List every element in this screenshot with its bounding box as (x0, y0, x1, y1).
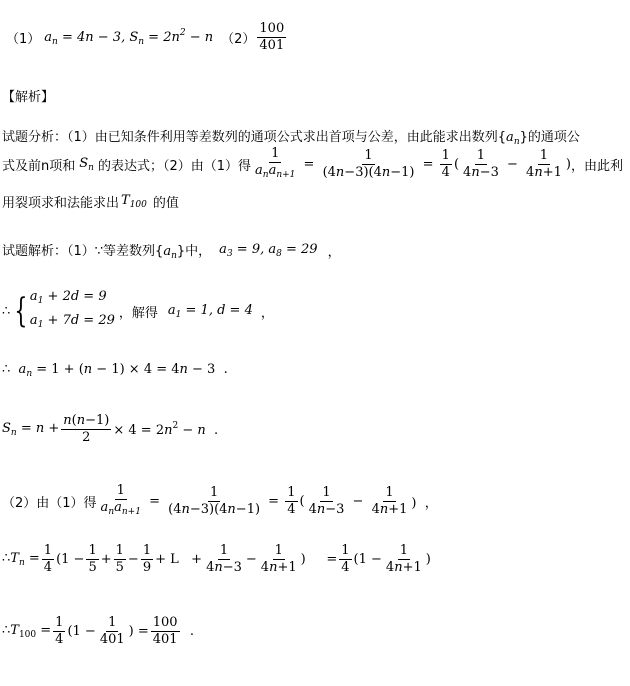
solve-result: $a_1 = 1$, d = 4 (167, 302, 253, 320)
solution-intro (2, 240, 341, 261)
solution-intro-c: ， (327, 245, 341, 260)
solve-text: ，解得 (118, 305, 158, 321)
equation-system: { $a_1 + 2d = 9$ $a_1 + 7d = 29$ (10, 287, 115, 335)
analysis-frac-4: $\frac{1}{4n-3}$ (463, 148, 499, 180)
therefore-symbol: ∴ (2, 303, 11, 319)
analysis-frac-1: $\frac{1}{a_na_{n+1}}$ (255, 146, 296, 180)
system-row-1: $a_1 + 2d = 9$ (29, 289, 107, 306)
tn-dots: L (170, 552, 179, 567)
analysis-line2-d: ，由此利 (570, 159, 623, 174)
analysis-frac-3: $\frac{1}{4}$ (441, 148, 450, 180)
solution-tn-line: $\therefore T_n$ = $\frac{1}{4}$ (1 − $\frac{1}{5}$ + $\frac{1}{5}$ − $\frac{1}{9}$ + L + $\frac{1}{4n-3}$ − $\frac{1}{4n+1}$ ) = $\frac{1}{4}$ (1 − $\frac{1}{4n+1}$ ) (2, 543, 431, 575)
answer-part2-label: （2） (221, 32, 256, 47)
answer-an-formula: $a_n = 4n - 3$, $S_n = 2n^2 - n$ (44, 28, 214, 47)
solution-system-line (2, 287, 274, 335)
answer-line (6, 22, 288, 53)
analysis-line-1 (2, 126, 580, 147)
solution-intro-a: 试题解析：（1）∵等差数列$\{a_n\}$中， (2, 244, 212, 261)
system-row-2: $a_1 + 7d = 29$ (29, 313, 115, 330)
solution-part2-line: （2）由（1）得 $\frac{1}{a_na_{n+1}}$ = $\frac{1}{(4n-3)(4n-1)}$ = $\frac{1}{4}$ ( $\frac{1}{4n-3}$ − $\frac{1}{4n+1}$ ) ， (2, 483, 438, 517)
analysis-line3-c: 的值 (152, 196, 179, 211)
solution-sn-line: $S_n = n$ + $\frac{n(n-1)}{2}$ × $4 = 2n^2 - n$ . (2, 413, 219, 445)
answer-part2-num: 100 (259, 21, 285, 36)
t100-result: $\frac{100}{401}$ (152, 615, 178, 647)
sn-fraction: $\frac{n(n-1)}{2}$ (63, 413, 110, 445)
solve-end: ， (260, 305, 274, 321)
analysis-sn: $S_n$ (79, 156, 94, 173)
analysis-line2-c: 的表达式；（2）由（1）得 (97, 159, 251, 174)
analysis-t100: $T_{100}$ (121, 193, 147, 210)
part2-intro: （2）由（1）得 (2, 496, 97, 511)
solution-t100-line: $\therefore T_{100}$ = $\frac{1}{4}$ (1 − $\frac{1}{401}$ ) = $\frac{100}{401}$ . (2, 615, 194, 647)
analysis-header: 【解析】 (2, 90, 55, 105)
analysis-frac-2: $\frac{1}{(4n-3)(4n-1)}$ (322, 148, 415, 180)
answer-part2-fraction (257, 22, 286, 53)
analysis-frac-5: $\frac{1}{4n+1}$ (526, 148, 562, 180)
solution-intro-b: $a_3 = 9$, $a_8 = 29$ (219, 242, 318, 259)
analysis-line2-a: 式及前n项和 (2, 159, 76, 174)
solution-an-line: ∴ $a_n = 1 + (n - 1) \times 4 = 4n - 3$ . (2, 362, 228, 379)
answer-part2-den: 401 (259, 38, 285, 53)
analysis-line1-text: 试题分析：（1）由已知条件利用等差数列的通项公式求出首项与公差，由此能求出数列$\{a_n\}$的通项公 (2, 130, 580, 147)
analysis-line-3 (2, 192, 179, 211)
analysis-line3-a: 用裂项求和法能求出 (2, 196, 120, 211)
analysis-line-2: 式及前n项和 $S_n$ 的表达式；（2）由（1）得 $\frac{1}{a_na_{n+1}}$ = $\frac{1}{(4n-3)(4n-1)}$ = $\frac{1}{4}$ ( $\frac{1}{4n-3}$ − $\frac{1}{4n+1}$ ) ，由此利 (2, 146, 623, 180)
answer-part1-label: （1） (6, 32, 41, 47)
